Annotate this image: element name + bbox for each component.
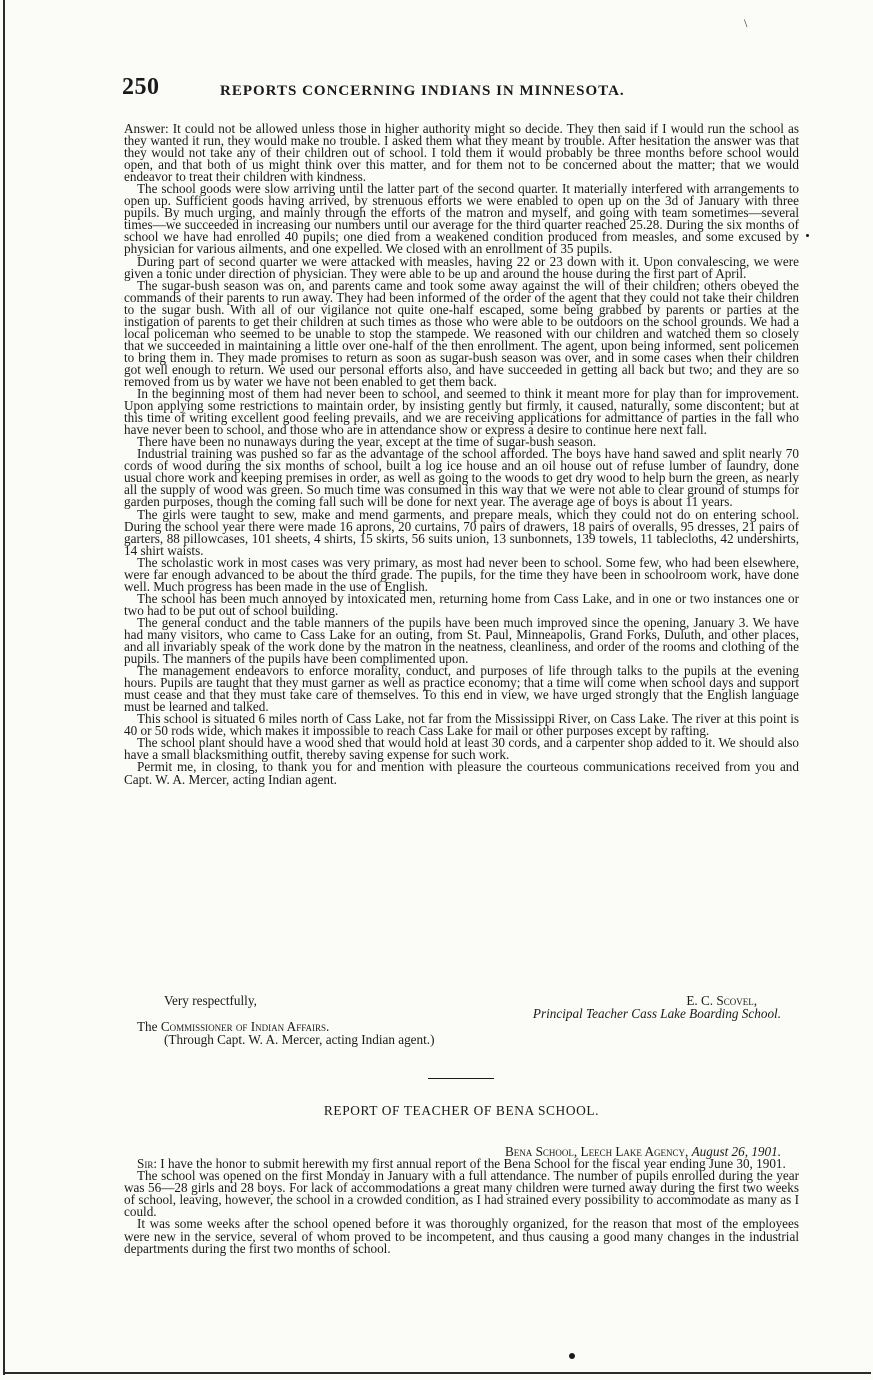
paragraph: Answer: It could not be allowed unless those in higher authority might so decide. They then said if I would run the school as they wanted it run, they would make no trouble. I asked them what they meant by trouble. After hesitation the answer was that they would not take any of their children out of school. I told them it would probably be three months before school would open, and that both of us might think over this matter, and for them not to be concerned about the matter; that we would endeavor to treat their children with kindness.: [124, 121, 799, 185]
paragraph: The school goods were slow arriving until the latter part of the second quarter. It materially interfered with arrangements to open up. Sufficient goods having arrived, by strenuous efforts we were enabled to open up on the 3d of January with three pupils. By much urging, and mainly through the efforts of the matron and myself, and going with team sometimes—several times—we succeeded in increasing our numbers until our average for the third quarter reached 25.28. During the six months of school we have had enrolled 40 pupils; one died from a weakened condition produced from measles, and some excused by physician for various ailments, and one expelled. We closed with an enrollment of 35 pupils.: [124, 181, 799, 257]
through-line: (Through Capt. W. A. Mercer, acting Indian agent.): [164, 1032, 435, 1047]
bottom-dot: [569, 1353, 575, 1359]
cass-lake-report-body: [124, 123, 799, 786]
paragraph: Industrial training was pushed so far as the advantage of the school afforded. The boys have hand sawed and split nearly 70 cords of wood during the six months of school, built a log ice house and an oil house out of refuse lumber of laundry, done usual chore work and keeping premises in order, as well as going to the woods to get dry wood to help burn the green, as nearly all the supply of wood was green. So much time was consumed in this way that we were not able to clear ground of stumps for garden purposes, though the coming fall such will be done for next year. The average age of boys is about 11 years.: [124, 446, 799, 510]
page-left-border: [3, 0, 5, 1375]
addressee: Commissioner of Indian Affairs.: [160, 1019, 330, 1034]
paragraph: The general conduct and the table manners of the pupils have been much improved since the opening, January 3. We have had many visitors, who came to Cass Lake for an outing, from St. Paul, Minneapolis, Grand Forks, Duluth, and other places, and all invariably speak of the work done by the matron in the neatness, cleanliness, and order of the rooms and clothing of the pupils. The manners of the pupils have been complimented upon.: [124, 614, 799, 667]
paragraph: The school was opened on the first Monday in January with a full attendance. The number of pupils enrolled during the year was 56—28 girls and 28 boys. For lack of accommodations a great many children were turned away during the first two weeks of school, leaving, however, the school in a crowded condition, as I had strained every possibility to accommodate as many as I could.: [124, 1168, 799, 1220]
paragraph: The sugar-bush season was on, and parents came and took some away against the will of their children; others obeyed the commands of their parents to run away. They had been informed of the order of the agent that they could not take their children to the sugar bush. With all of our vigilance not quite one-half escaped, some being grabbed by parents or parties at the instigation of parents to get their children at such times as those who were able to be outdoors on the school grounds. We had a local policeman who seemed to be unable to stop the stampede. We reasoned with our children and watched them so closely that we succeeded in maintaining a little over one-half of the then enrollment. The agent, upon being informed, sent policemen to bring them in. They made promises to return as soon as sugar-bush season was over, and in some cases when their children got well enough to return. We used our personal efforts also, and have succeeded in getting all back but two; and they are so removed from us by water we have not been enabled to get them back.: [124, 277, 799, 389]
paragraph: During part of second quarter we were attacked with measles, having 22 or 23 down with it. Upon convalescing, we were given a tonic under direction of physician. They were able to be up and around the house during the first part of April.: [124, 253, 799, 281]
addressee-prefix: The: [137, 1019, 158, 1034]
corner-mark: \: [744, 16, 748, 30]
signature-name: E. C. Scovel,: [686, 993, 757, 1008]
paragraph: The girls were taught to sew, make and mend garments, and prepare meals, which they could not do on entering school. During the school year there were made 16 aprons, 20 curtains, 70 pairs of drawers, 18 pairs of overalls, 95 dresses, 21 pairs of garters, 88 pillowcases, 101 sheets, 4 shirts, 15 skirts, 56 suits union, 13 sunbonnets, 139 towels, 11 tablecloths, 42 undershirts, 14 shirt waists.: [124, 506, 799, 558]
closing-salutation: Very respectfully,: [164, 993, 257, 1008]
paragraph-text: I have the honor to submit herewith my first annual report of the Bena School for the fiscal year ending June 30, 1901.: [160, 1156, 786, 1171]
salutation: Sir:: [137, 1156, 157, 1171]
page-bottom-border: [3, 1372, 871, 1374]
section-divider: [428, 1078, 494, 1079]
paragraph: The scholastic work in most cases was very primary, as most had never been to school. Some few, who had been elsewhere, were far enough advanced to be about the third grade. The pupils, for the time they have been in schoolroom work, have done well. Much progress has been made in the use of English.: [124, 554, 799, 594]
signature-title: Principal Teacher Cass Lake Boarding School.: [532, 1006, 781, 1021]
dateline-date: August 26, 1901.: [691, 1144, 781, 1159]
paragraph: The management endeavors to enforce morality, conduct, and purposes of life through talks to the pupils at the evening hours. Pupils are taught that they must garner as well as practice economy; that a time will come when school days and support must cease and that they must take care of themselves. To this end in view, we have urged strongly that the English language must be learned and talked.: [124, 663, 799, 715]
paragraph: This school is situated 6 miles north of Cass Lake, not far from the Mississippi River, on Cass Lake. The river at this point is 40 or 50 rods wide, which makes it impossible to reach Cass Lake for mail or other purposes except by rafting.: [124, 711, 799, 739]
page-header: [122, 74, 802, 108]
paragraph: In the beginning most of them had never been to school, and seemed to think it meant more for play than for improvement. Upon applying some restrictions to maintain order, by insisting gently but firmly, it caused, naturally, some discontent; but at this time of writing excellent good feeling prevails, and we are receiving applications for admittance of parties in the fall who have never been to school, and those who are in attendance show or express a desire to continue here next fall.: [124, 386, 799, 438]
paragraph: There have been no nunaways during the year, except at the time of sugar-bush season.: [137, 434, 597, 450]
page-number: 250: [122, 74, 160, 100]
bena-report-body: [124, 1158, 799, 1255]
running-title: REPORTS CONCERNING INDIANS IN MINNESOTA.: [220, 83, 625, 99]
closing-block: [124, 994, 799, 1046]
paragraph: It was some weeks after the school opened before it was thoroughly organized, for the reason that most of the employees were new in the service, several of whom proved to be incompetent, and thus causing a good many changes in the industrial departments during the first two months of school.: [124, 1216, 799, 1256]
report-title: REPORT OF TEACHER OF BENA SCHOOL.: [323, 1103, 600, 1118]
paragraph: Permit me, in closing, to thank you for and mention with pleasure the courteous communications received from you and Capt. W. A. Mercer, acting Indian agent.: [124, 759, 799, 787]
dateline-place: Bena School, Leech Lake Agency,: [505, 1144, 689, 1159]
margin-dot: [806, 234, 809, 237]
paragraph: The school has been much annoyed by intoxicated men, returning home from Cass Lake, and in one or two instances one or two had to be put out of school building.: [124, 590, 799, 618]
paragraph: The school plant should have a wood shed that would hold at least 30 cords, and a carpenter shop added to it. We should also have a small blacksmithing outfit, thereby saving expense for such work.: [124, 735, 799, 763]
